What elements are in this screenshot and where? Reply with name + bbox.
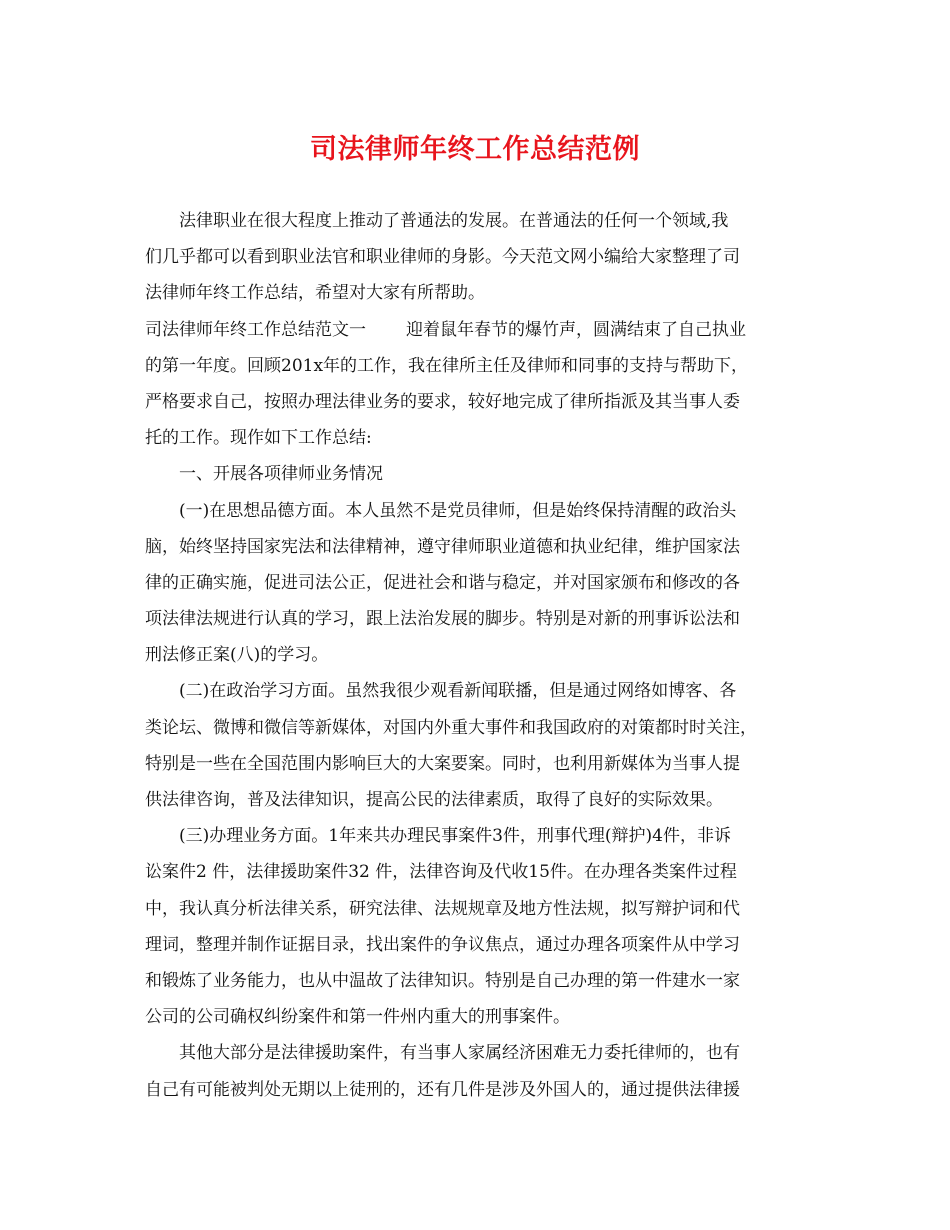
paragraph-line: 和锻炼了业务能力，也从中温故了法律知识。特别是自己办理的第一件建水一家 (145, 970, 740, 991)
paragraph-line: 的第一年度。回顾201x年的工作，我在律所主任及律师和同事的支持与帮助下， (145, 355, 749, 376)
paragraph-line (145, 312, 805, 348)
paragraph-line: 托的工作。现作如下工作总结: (145, 428, 372, 449)
paragraph-line: 公司的公司确权纠纷案件和第一件州内重大的刑事案件。 (145, 1007, 570, 1028)
paragraph-line: 特别是一些在全国范围内影响巨大的大案要案。同时，也利用新媒体为当事人提 (145, 753, 740, 774)
paragraph-line: 法律师年终工作总结，希望对大家有所帮助。 (145, 283, 485, 304)
paragraph-line: 自己有可能被判处无期以上徒刑的，还有几件是涉及外国人的，通过提供法律援 (145, 1079, 740, 1100)
paragraph-line: (三)办理业务方面。1年来共办理民事案件3件，刑事代理(辩护)4件，非诉 (179, 826, 731, 847)
document-title: 司法律师年终工作总结范例 (310, 134, 640, 165)
document-body (145, 203, 805, 1108)
paragraph-line: 律的正确实施，促进司法公正，促进社会和谐与稳定，并对国家颁布和修改的各 (145, 572, 740, 593)
section-heading: 一、开展各项律师业务情况 (179, 464, 383, 485)
paragraph-line: 法律职业在很大程度上推动了普通法的发展。在普通法的任何一个领域,我 (179, 211, 729, 231)
paragraph-line: 类论坛、微博和微信等新媒体，对国内外重大事件和我国政府的对策都时时关注， (145, 717, 757, 738)
paragraph-line: 脑，始终坚持国家宪法和法律精神，遵守律师职业道德和执业纪律，维护国家法 (145, 536, 740, 557)
paragraph-line: 讼案件2 件，法律援助案件32 件，法律咨询及代收15件。在办理各类案件过程 (145, 862, 737, 883)
paragraph-line: 严格要求自己，按照办理法律业务的要求，较好地完成了律所指派及其当事人委 (145, 391, 740, 412)
paragraph-line: 供法律咨询，普及法律知识，提高公民的法律素质，取得了良好的实际效果。 (145, 790, 723, 810)
paragraph-line: 其他大部分是法律援助案件，有当事人家属经济困难无力委托律师的，也有 (179, 1043, 740, 1064)
paragraph-line: 们几乎都可以看到职业法官和职业律师的身影。今天范文网小编给大家整理了司 (145, 247, 740, 268)
paragraph-line: 中，我认真分析法律关系，研究法律、法规规章及地方性法规，拟写辩护词和代 (145, 898, 740, 919)
paragraph-line: (二)在政治学习方面。虽然我很少观看新闻联播，但是通过网络如博客、各 (179, 681, 737, 702)
section-heading: 司法律师年终工作总结范文一 (145, 319, 366, 340)
paragraph-line: 项法律法规进行认真的学习，跟上法治发展的脚步。特别是对新的刑事诉讼法和 (145, 609, 740, 630)
paragraph-line: (一)在思想品德方面。本人虽然不是党员律师，但是始终保持清醒的政治头 (179, 500, 737, 521)
paragraph-text: 迎着鼠年春节的爆竹声，圆满结束了自己执业 (406, 319, 746, 340)
paragraph-line: 刑法修正案(八)的学习。 (145, 645, 329, 666)
paragraph-line: 理词，整理并制作证据目录，找出案件的争议焦点，通过办理各项案件从中学习 (145, 934, 740, 955)
